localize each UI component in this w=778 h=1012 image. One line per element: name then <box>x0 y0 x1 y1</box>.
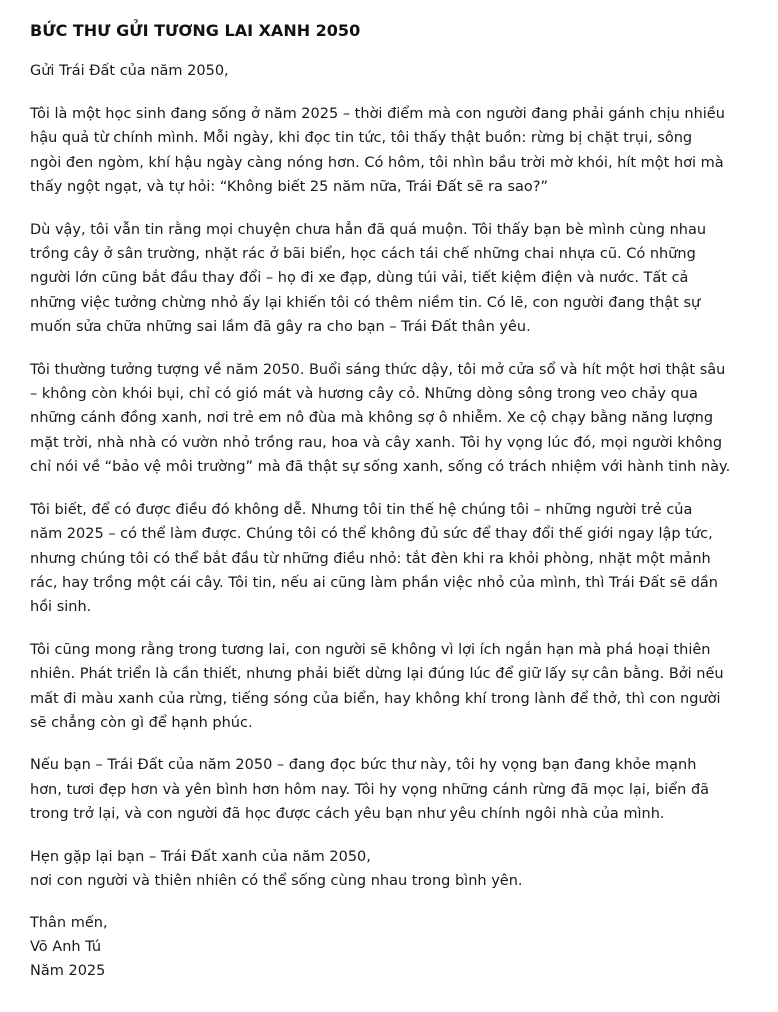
body-paragraph <box>30 102 748 200</box>
paragraph-line: trong trở lại, và con người đã học được cách yêu bạn như yêu chính ngôi nhà của mình. <box>30 806 665 823</box>
closing-line: Hẹn gặp lại bạn – Trái Đất xanh của năm 2050, <box>30 848 371 865</box>
paragraph-line: chỉ nói về “bảo vệ môi trường” mà đã thật sự sống xanh, sống có trách nhiệm với hành tinh này. <box>30 459 731 476</box>
paragraph-line: những cánh đồng xanh, nơi trẻ em nô đùa mà không sợ ô nhiễm. Xe cộ chạy bằng năng lượng <box>30 410 714 427</box>
letter-salutation: Gửi Trái Đất của năm 2050, <box>30 63 229 79</box>
letter-year: Năm 2025 <box>30 962 106 979</box>
letter-closing <box>30 845 748 893</box>
paragraph-line: Tôi là một học sinh đang sống ở năm 2025 – thời điểm mà con người đang phải gánh chịu nhiều <box>30 106 725 122</box>
body-paragraph <box>30 638 748 736</box>
author-name: Võ Anh Tú <box>30 938 102 955</box>
letter-body <box>30 102 748 827</box>
closing-line: nơi con người và thiên nhiên có thể sống cùng nhau trong bình yên. <box>30 872 523 889</box>
paragraph-line: mặt trời, nhà nhà có vườn nhỏ trồng rau, hoa và cây xanh. Tôi hy vọng lúc đó, mọi người không <box>30 434 723 451</box>
paragraph-line: Tôi biết, để có được điều đó không dễ. Nhưng tôi tin thế hệ chúng tôi – những người trẻ của <box>30 501 693 518</box>
paragraph-line: Nếu bạn – Trái Đất của năm 2050 – đang đọc bức thư này, tôi hy vọng bạn đang khỏe mạnh <box>30 757 697 774</box>
paragraph-line: – không còn khói bụi, chỉ có gió mát và hương cây cỏ. Những dòng sông trong veo chảy qua <box>30 386 698 403</box>
paragraph-line: nhiên. Phát triển là cần thiết, nhưng phải biết dừng lại đúng lúc để giữ lấy sự cân bằng. Bởi nếu <box>30 666 724 683</box>
letter-signature <box>30 911 748 983</box>
paragraph-line: ngòi đen ngòm, khí hậu ngày càng nóng hơn. Có hôm, tôi nhìn bầu trời mờ khói, hít một hơi mà <box>30 154 724 171</box>
letter-title: BỨC THƯ GỬI TƯƠNG LAI XANH 2050 <box>30 21 361 40</box>
paragraph-line: trồng cây ở sân trường, nhặt rác ở bãi biển, học cách tái chế những chai nhựa cũ. Có những <box>30 246 696 263</box>
paragraph-line: muốn sửa chữa những sai lầm đã gây ra cho bạn – Trái Đất thân yêu. <box>30 319 531 336</box>
paragraph-line: Tôi cũng mong rằng trong tương lai, con người sẽ không vì lợi ích ngắn hạn mà phá hoại thiên <box>30 641 711 658</box>
paragraph-line: những việc tưởng chừng nhỏ ấy lại khiến tôi có thêm niềm tin. Có lẽ, con người đang thật sự <box>30 294 701 311</box>
paragraph-line: năm 2025 – có thể làm được. Chúng tôi có thể không đủ sức để thay đổi thế giới ngay lập tức, <box>30 526 713 543</box>
body-paragraph <box>30 498 748 620</box>
sign-off: Thân mến, <box>30 914 108 931</box>
body-paragraph <box>30 358 748 480</box>
paragraph-line: Dù vậy, tôi vẫn tin rằng mọi chuyện chưa hẳn đã quá muộn. Tôi thấy bạn bè mình cùng nhau <box>30 221 707 238</box>
paragraph-line: hậu quả từ chính mình. Mỗi ngày, khi đọc tin tức, tôi thấy thật buồn: rừng bị chặt trụi, sông <box>30 130 693 147</box>
body-paragraph <box>30 753 748 826</box>
paragraph-line: mất đi màu xanh của rừng, tiếng sóng của biển, hay không khí trong lành để thở, thì con người <box>30 690 721 707</box>
paragraph-line: nhưng chúng tôi có thể bắt đầu từ những điều nhỏ: tắt đèn khi ra khỏi phòng, nhặt một mảnh <box>30 550 711 567</box>
paragraph-line: sẽ chẳng còn gì để hạnh phúc. <box>30 714 253 731</box>
paragraph-line: thấy ngột ngạt, và tự hỏi: “Không biết 25 năm nữa, Trái Đất sẽ ra sao?” <box>30 179 548 196</box>
paragraph-line: hồi sinh. <box>30 599 92 616</box>
paragraph-line: rác, hay trồng một cái cây. Tôi tin, nếu ai cũng làm phần việc nhỏ của mình, thì Trái Đất sẽ dần <box>30 574 718 591</box>
paragraph-line: hơn, tươi đẹp hơn và yên bình hơn hôm nay. Tôi hy vọng những cánh rừng đã mọc lại, biển đã <box>30 781 710 798</box>
paragraph-line: Tôi thường tưởng tượng về năm 2050. Buổi sáng thức dậy, tôi mở cửa sổ và hít một hơi thật sâu <box>30 361 726 378</box>
paragraph-line: người lớn cũng bắt đầu thay đổi – họ đi xe đạp, dùng túi vải, tiết kiệm điện và nước. Tất cả <box>30 270 689 287</box>
body-paragraph <box>30 218 748 340</box>
